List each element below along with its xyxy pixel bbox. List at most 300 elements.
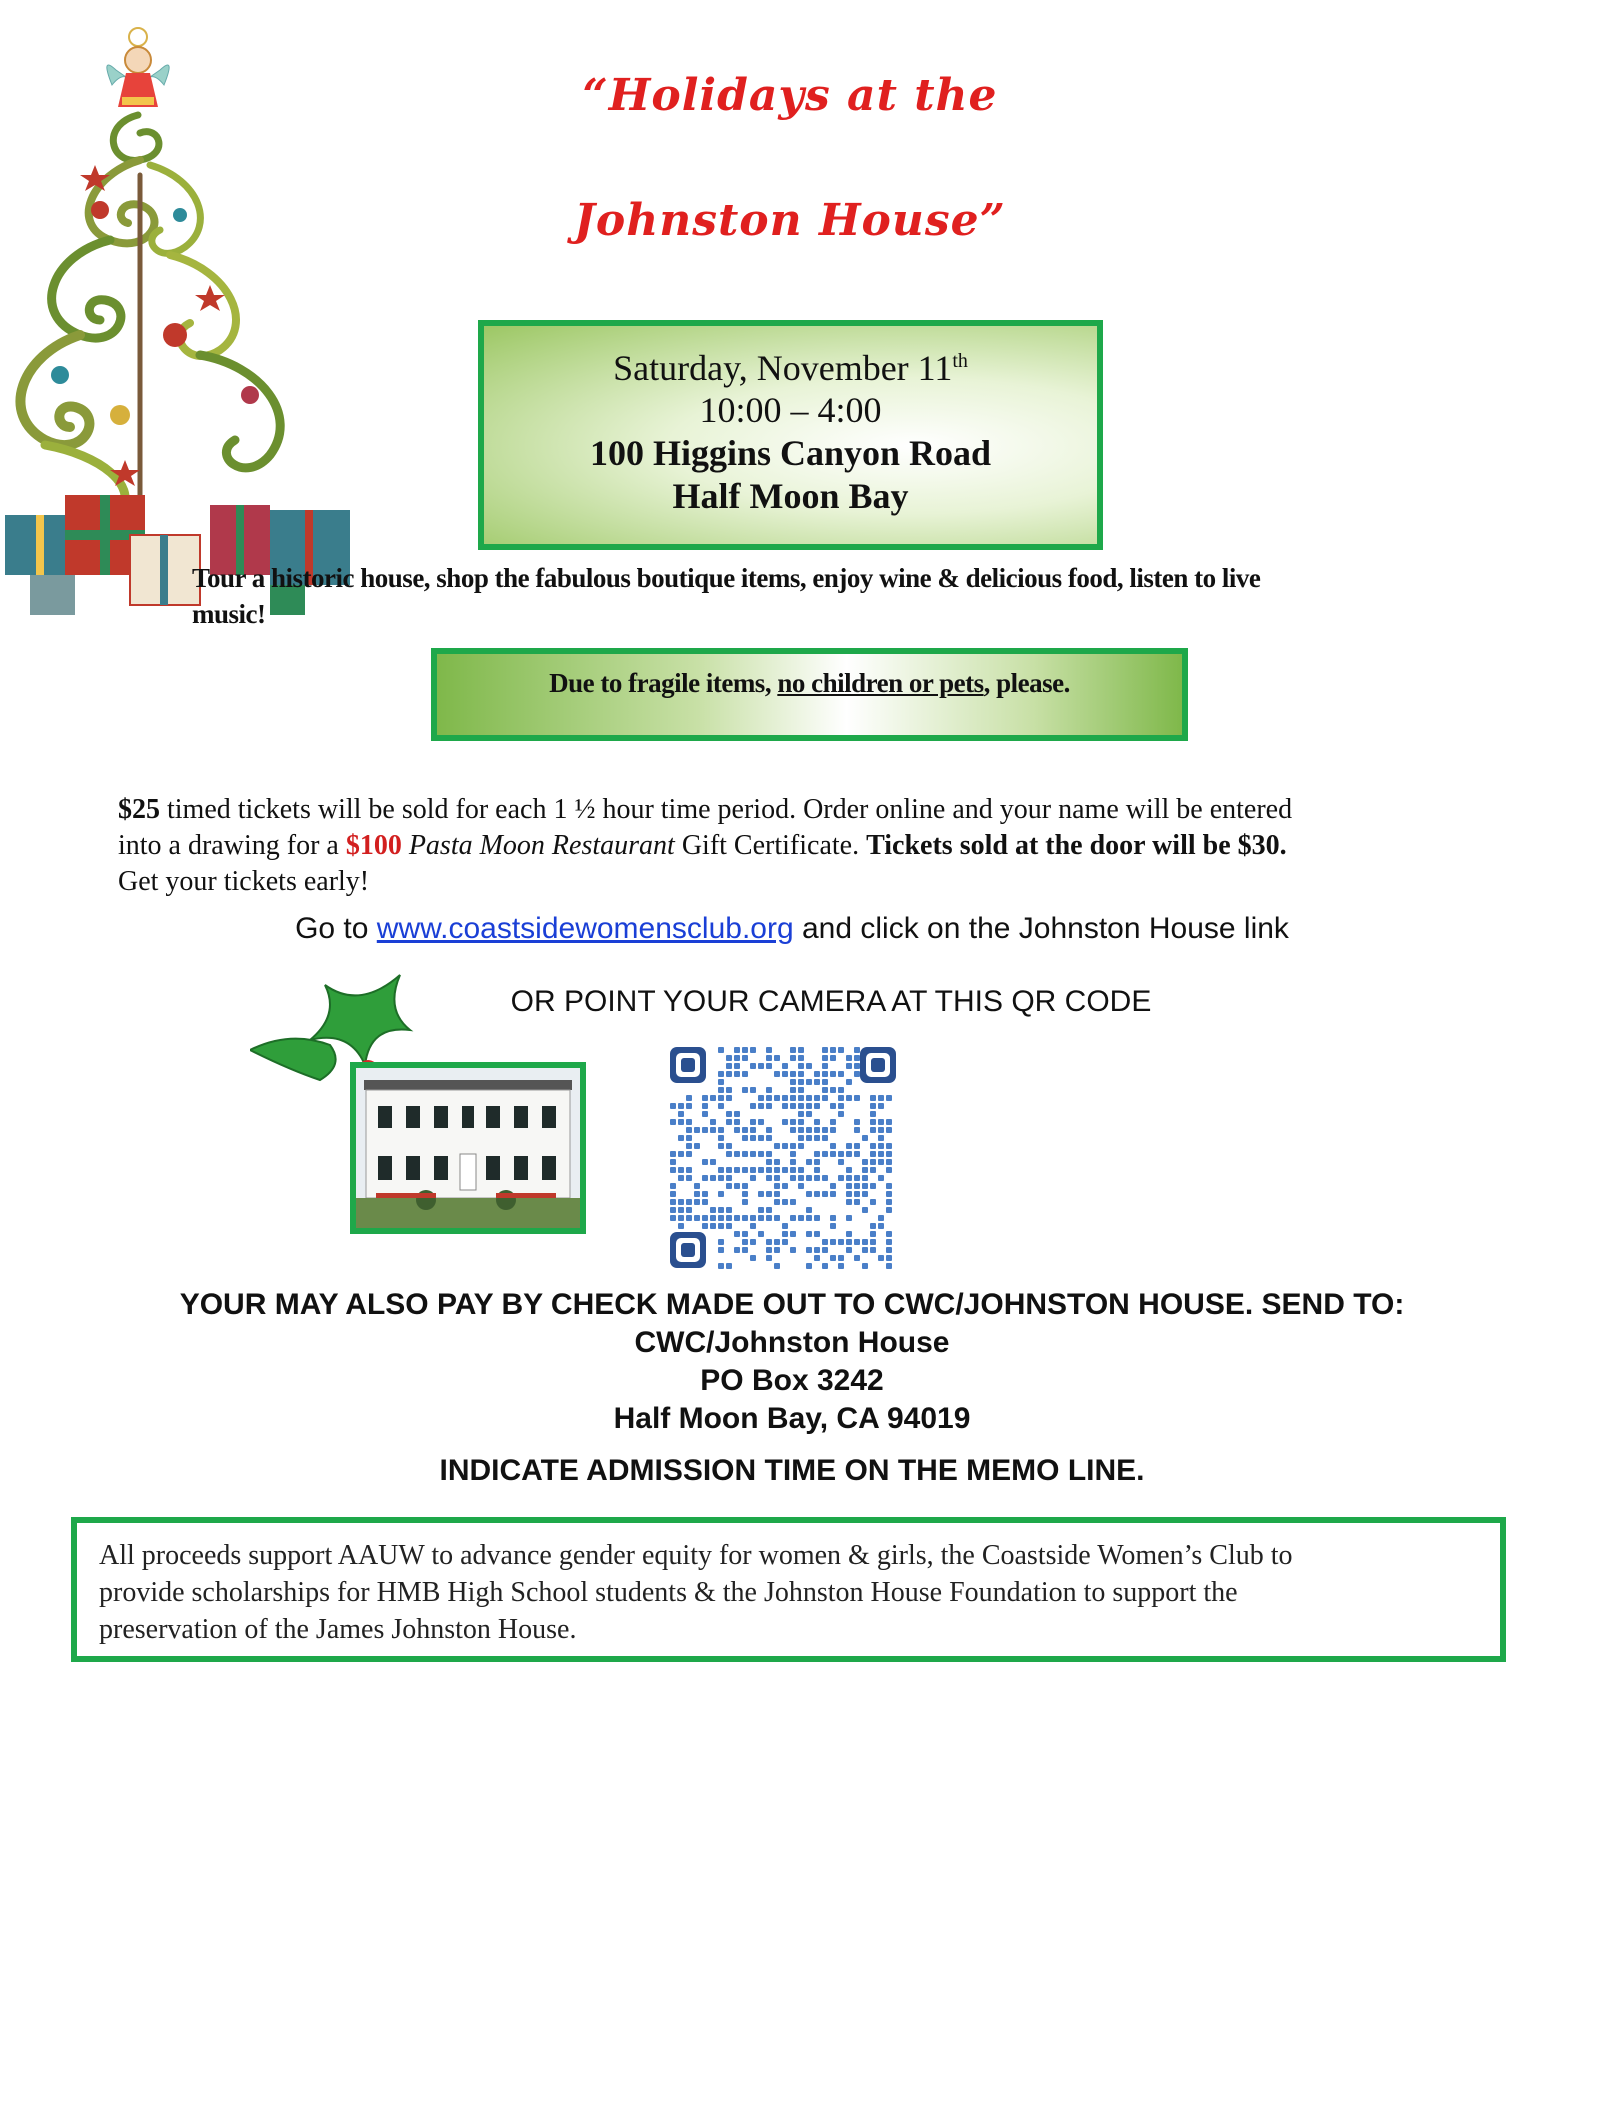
qr-module xyxy=(766,1215,772,1221)
qr-module xyxy=(742,1087,748,1093)
qr-module xyxy=(798,1079,804,1085)
qr-module xyxy=(886,1151,892,1157)
qr-module xyxy=(782,1119,788,1125)
qr-module xyxy=(822,1079,828,1085)
event-city: Half Moon Bay xyxy=(672,476,909,516)
qr-module xyxy=(686,1215,692,1221)
qr-module xyxy=(822,1087,828,1093)
qr-module xyxy=(814,1071,820,1077)
qr-module xyxy=(846,1079,852,1085)
qr-module xyxy=(766,1095,772,1101)
qr-module xyxy=(686,1103,692,1109)
qr-module xyxy=(774,1247,780,1253)
notice-box xyxy=(431,648,1188,741)
qr-module xyxy=(766,1063,772,1069)
qr-module xyxy=(774,1215,780,1221)
qr-module xyxy=(702,1175,708,1181)
qr-module xyxy=(814,1127,820,1133)
qr-module xyxy=(806,1247,812,1253)
qr-module xyxy=(798,1071,804,1077)
qr-module xyxy=(750,1167,756,1173)
qr-module xyxy=(846,1199,852,1205)
qr-module xyxy=(766,1151,772,1157)
qr-module xyxy=(686,1135,692,1141)
qr-module xyxy=(870,1103,876,1109)
qr-module xyxy=(854,1143,860,1149)
qr-module xyxy=(798,1095,804,1101)
qr-module xyxy=(790,1087,796,1093)
qr-module xyxy=(854,1127,860,1133)
qr-module xyxy=(846,1055,852,1061)
qr-module xyxy=(734,1151,740,1157)
qr-module xyxy=(782,1103,788,1109)
qr-module xyxy=(750,1175,756,1181)
intro-text xyxy=(192,560,1442,632)
qr-module xyxy=(726,1071,732,1077)
qr-module xyxy=(742,1191,748,1197)
website-link[interactable]: www.coastsidewomensclub.org xyxy=(376,912,794,945)
qr-module xyxy=(878,1215,884,1221)
qr-module xyxy=(702,1095,708,1101)
qr-module xyxy=(790,1071,796,1077)
qr-module xyxy=(886,1167,892,1173)
qr-module xyxy=(814,1095,820,1101)
qr-module xyxy=(878,1223,884,1229)
qr-module xyxy=(758,1215,764,1221)
qr-module xyxy=(830,1103,836,1109)
qr-module xyxy=(790,1047,796,1053)
qr-module xyxy=(670,1159,676,1165)
qr-module xyxy=(878,1175,884,1181)
qr-module xyxy=(854,1047,860,1053)
qr-module xyxy=(886,1143,892,1149)
qr-module xyxy=(830,1215,836,1221)
qr-module xyxy=(870,1183,876,1189)
qr-module xyxy=(814,1191,820,1197)
qr-module xyxy=(814,1119,820,1125)
qr-module xyxy=(862,1247,868,1253)
qr-module xyxy=(726,1087,732,1093)
qr-module xyxy=(750,1127,756,1133)
qr-module xyxy=(854,1055,860,1061)
qr-module xyxy=(790,1167,796,1173)
qr-module xyxy=(766,1255,772,1261)
qr-module xyxy=(758,1191,764,1197)
qr-module xyxy=(718,1135,724,1141)
qr-module xyxy=(742,1239,748,1245)
qr-module xyxy=(758,1119,764,1125)
proceeds-line-3: preservation of the James Johnston House. xyxy=(99,1614,577,1645)
qr-module xyxy=(886,1127,892,1133)
qr-module xyxy=(670,1191,676,1197)
qr-module xyxy=(790,1079,796,1085)
qr-module xyxy=(750,1063,756,1069)
qr-module xyxy=(670,1199,676,1205)
qr-module xyxy=(742,1183,748,1189)
qr-module xyxy=(734,1119,740,1125)
qr-module xyxy=(678,1207,684,1213)
qr-module xyxy=(798,1111,804,1117)
qr-module xyxy=(886,1263,892,1269)
qr-module xyxy=(846,1191,852,1197)
address-line-2: PO Box 3242 xyxy=(700,1364,884,1397)
qr-module xyxy=(870,1143,876,1149)
qr-heading: OR POINT YOUR CAMERA AT THIS QR CODE xyxy=(510,985,1152,1018)
qr-module xyxy=(798,1135,804,1141)
qr-module xyxy=(758,1231,764,1237)
qr-module xyxy=(750,1119,756,1125)
qr-module xyxy=(822,1063,828,1069)
qr-module xyxy=(806,1135,812,1141)
qr-module xyxy=(678,1135,684,1141)
qr-module xyxy=(766,1103,772,1109)
qr-module xyxy=(870,1095,876,1101)
qr-module xyxy=(734,1111,740,1117)
qr-module xyxy=(846,1247,852,1253)
qr-module xyxy=(670,1207,676,1213)
qr-module xyxy=(774,1199,780,1205)
qr-module xyxy=(862,1175,868,1181)
qr-module xyxy=(782,1231,788,1237)
qr-module xyxy=(830,1223,836,1229)
qr-module xyxy=(774,1239,780,1245)
qr-module xyxy=(774,1055,780,1061)
qr-module xyxy=(686,1207,692,1213)
event-time: 10:00 – 4:00 xyxy=(699,390,882,430)
qr-module xyxy=(862,1167,868,1173)
qr-module xyxy=(718,1143,724,1149)
qr-module xyxy=(670,1167,676,1173)
proceeds-line-2: provide scholarships for HMB High School students & the Johnston House Foundation to support the xyxy=(99,1577,1238,1608)
qr-module xyxy=(870,1167,876,1173)
qr-module xyxy=(734,1063,740,1069)
qr-module xyxy=(830,1071,836,1077)
qr-module xyxy=(814,1247,820,1253)
qr-module xyxy=(806,1207,812,1213)
qr-module xyxy=(726,1223,732,1229)
qr-module xyxy=(862,1135,868,1141)
qr-module xyxy=(734,1215,740,1221)
tickets-paragraph xyxy=(118,792,1518,900)
qr-module xyxy=(830,1191,836,1197)
qr-module xyxy=(854,1255,860,1261)
qr-module xyxy=(846,1143,852,1149)
qr-module xyxy=(686,1151,692,1157)
qr-module xyxy=(870,1127,876,1133)
qr-module xyxy=(854,1183,860,1189)
notice-underlined: no children or pets xyxy=(777,668,984,698)
qr-module xyxy=(766,1047,772,1053)
qr-module xyxy=(726,1263,732,1269)
qr-module xyxy=(734,1167,740,1173)
qr-module xyxy=(814,1103,820,1109)
qr-module xyxy=(814,1079,820,1085)
qr-module xyxy=(694,1127,700,1133)
qr-module xyxy=(726,1175,732,1181)
qr-module xyxy=(870,1111,876,1117)
door-price: Tickets sold at the door will be $30. xyxy=(866,830,1287,861)
qr-module xyxy=(726,1111,732,1117)
qr-module xyxy=(758,1151,764,1157)
qr-module xyxy=(726,1119,732,1125)
qr-module xyxy=(750,1103,756,1109)
qr-module xyxy=(854,1199,860,1205)
qr-module xyxy=(878,1095,884,1101)
qr-module xyxy=(886,1183,892,1189)
qr-module xyxy=(758,1063,764,1069)
qr-module xyxy=(782,1183,788,1189)
qr-module xyxy=(830,1151,836,1157)
qr-module xyxy=(702,1199,708,1205)
qr-module xyxy=(766,1207,772,1213)
qr-module xyxy=(878,1151,884,1157)
qr-module xyxy=(726,1095,732,1101)
qr-module xyxy=(694,1215,700,1221)
qr-module xyxy=(678,1119,684,1125)
event-date-suffix: th xyxy=(952,350,968,372)
qr-module xyxy=(670,1103,676,1109)
qr-module xyxy=(750,1223,756,1229)
qr-module xyxy=(822,1247,828,1253)
qr-module xyxy=(718,1079,724,1085)
qr-module xyxy=(750,1087,756,1093)
qr-module xyxy=(750,1151,756,1157)
qr-module xyxy=(798,1127,804,1133)
qr-module xyxy=(670,1215,676,1221)
qr-module xyxy=(758,1167,764,1173)
qr-module xyxy=(718,1207,724,1213)
qr-module xyxy=(678,1103,684,1109)
qr-module xyxy=(726,1151,732,1157)
qr-module xyxy=(790,1095,796,1101)
qr-module xyxy=(870,1119,876,1125)
qr-module xyxy=(886,1199,892,1205)
qr-module xyxy=(822,1191,828,1197)
online-prefix: Go to xyxy=(295,912,377,945)
qr-module xyxy=(686,1095,692,1101)
qr-module xyxy=(710,1119,716,1125)
qr-module xyxy=(798,1143,804,1149)
qr-module xyxy=(878,1159,884,1165)
qr-module xyxy=(670,1151,676,1157)
qr-module xyxy=(790,1215,796,1221)
qr-module xyxy=(838,1103,844,1109)
notice-text-after: , please. xyxy=(983,668,1070,698)
qr-module xyxy=(742,1231,748,1237)
qr-module xyxy=(838,1111,844,1117)
restaurant-name: Pasta Moon Restaurant xyxy=(408,830,675,861)
qr-module xyxy=(718,1095,724,1101)
qr-module xyxy=(766,1167,772,1173)
qr-module xyxy=(854,1191,860,1197)
qr-module xyxy=(718,1215,724,1221)
qr-module xyxy=(798,1215,804,1221)
qr-module xyxy=(806,1063,812,1069)
qr-module xyxy=(782,1223,788,1229)
intro-line-2: music! xyxy=(192,599,266,629)
qr-module xyxy=(742,1215,748,1221)
qr-module xyxy=(822,1071,828,1077)
qr-module xyxy=(758,1207,764,1213)
qr-module xyxy=(806,1191,812,1197)
check-heading: YOUR MAY ALSO PAY BY CHECK MADE OUT TO CWC/JOHNSTON HOUSE. SEND TO: xyxy=(179,1288,1405,1321)
qr-module xyxy=(718,1167,724,1173)
qr-module xyxy=(838,1047,844,1053)
qr-module xyxy=(878,1127,884,1133)
qr-module xyxy=(766,1055,772,1061)
qr-module xyxy=(830,1055,836,1061)
qr-module xyxy=(774,1263,780,1269)
qr-module xyxy=(830,1087,836,1093)
qr-module xyxy=(782,1199,788,1205)
qr-module xyxy=(702,1223,708,1229)
qr-module xyxy=(854,1239,860,1245)
qr-module xyxy=(726,1183,732,1189)
qr-module xyxy=(710,1223,716,1229)
qr-module xyxy=(742,1167,748,1173)
qr-module xyxy=(806,1263,812,1269)
ticket-price: $25 xyxy=(118,794,160,825)
qr-module xyxy=(718,1239,724,1245)
qr-module xyxy=(838,1263,844,1269)
qr-module xyxy=(710,1127,716,1133)
qr-module xyxy=(806,1231,812,1237)
qr-module xyxy=(758,1103,764,1109)
qr-module xyxy=(862,1183,868,1189)
qr-module xyxy=(862,1239,868,1245)
qr-module xyxy=(750,1215,756,1221)
qr-module xyxy=(678,1199,684,1205)
qr-module xyxy=(774,1167,780,1173)
qr-module xyxy=(822,1055,828,1061)
qr-module xyxy=(814,1255,820,1261)
qr-module xyxy=(734,1127,740,1133)
qr-module xyxy=(750,1135,756,1141)
qr-module xyxy=(718,1103,724,1109)
online-order-line xyxy=(0,912,1584,946)
qr-module xyxy=(830,1127,836,1133)
qr-module xyxy=(846,1215,852,1221)
qr-module xyxy=(822,1135,828,1141)
qr-module xyxy=(702,1103,708,1109)
qr-module xyxy=(790,1143,796,1149)
qr-module xyxy=(798,1167,804,1173)
qr-module xyxy=(838,1087,844,1093)
qr-module xyxy=(854,1063,860,1069)
qr-module xyxy=(774,1183,780,1189)
qr-module xyxy=(806,1111,812,1117)
qr-module xyxy=(782,1095,788,1101)
memo-instruction: INDICATE ADMISSION TIME ON THE MEMO LINE. xyxy=(439,1454,1145,1487)
qr-module xyxy=(718,1223,724,1229)
qr-module xyxy=(854,1151,860,1157)
qr-module xyxy=(742,1127,748,1133)
qr-module xyxy=(774,1095,780,1101)
qr-module xyxy=(798,1183,804,1189)
qr-module xyxy=(822,1151,828,1157)
qr-module xyxy=(798,1047,804,1053)
qr-module xyxy=(710,1159,716,1165)
qr-module xyxy=(726,1143,732,1149)
qr-module xyxy=(726,1063,732,1069)
qr-module xyxy=(718,1247,724,1253)
qr-module xyxy=(854,1175,860,1181)
qr-module xyxy=(886,1247,892,1253)
qr-module xyxy=(846,1151,852,1157)
qr-module xyxy=(886,1231,892,1237)
proceeds-box xyxy=(71,1517,1506,1662)
qr-module xyxy=(862,1159,868,1165)
qr-module xyxy=(686,1175,692,1181)
qr-module xyxy=(702,1111,708,1117)
qr-module xyxy=(766,1087,772,1093)
qr-module xyxy=(686,1127,692,1133)
qr-module xyxy=(742,1247,748,1253)
qr-module xyxy=(766,1135,772,1141)
qr-module xyxy=(694,1191,700,1197)
prize-amount: $100 xyxy=(345,830,402,861)
qr-module xyxy=(822,1127,828,1133)
qr-code[interactable] xyxy=(668,1045,898,1270)
qr-module xyxy=(870,1239,876,1245)
qr-module xyxy=(846,1239,852,1245)
qr-module xyxy=(766,1159,772,1165)
qr-module xyxy=(790,1199,796,1205)
qr-module xyxy=(782,1143,788,1149)
qr-module xyxy=(742,1047,748,1053)
qr-module xyxy=(790,1119,796,1125)
qr-module xyxy=(694,1199,700,1205)
qr-module xyxy=(870,1159,876,1165)
qr-module xyxy=(830,1255,836,1261)
qr-module xyxy=(710,1175,716,1181)
address-line-1: CWC/Johnston House xyxy=(634,1326,950,1359)
qr-module xyxy=(806,1159,812,1165)
qr-module xyxy=(870,1223,876,1229)
qr-module xyxy=(886,1191,892,1197)
qr-module xyxy=(830,1047,836,1053)
qr-module xyxy=(694,1183,700,1189)
qr-module xyxy=(718,1175,724,1181)
qr-module xyxy=(838,1175,844,1181)
qr-module xyxy=(726,1215,732,1221)
qr-module xyxy=(878,1143,884,1149)
qr-module xyxy=(790,1247,796,1253)
qr-module xyxy=(734,1183,740,1189)
qr-module xyxy=(718,1071,724,1077)
event-details-box xyxy=(478,320,1103,550)
qr-module xyxy=(830,1143,836,1149)
qr-module xyxy=(758,1095,764,1101)
qr-module xyxy=(710,1095,716,1101)
qr-module xyxy=(854,1071,860,1077)
qr-module xyxy=(798,1087,804,1093)
qr-module xyxy=(702,1191,708,1197)
qr-module xyxy=(790,1159,796,1165)
qr-module xyxy=(830,1183,836,1189)
qr-module xyxy=(846,1167,852,1173)
qr-module xyxy=(710,1207,716,1213)
qr-module xyxy=(790,1127,796,1133)
qr-module xyxy=(838,1239,844,1245)
qr-module xyxy=(830,1119,836,1125)
qr-module xyxy=(790,1175,796,1181)
qr-module xyxy=(814,1167,820,1173)
qr-module xyxy=(798,1055,804,1061)
qr-module xyxy=(798,1063,804,1069)
qr-module xyxy=(782,1063,788,1069)
qr-module xyxy=(838,1071,844,1077)
